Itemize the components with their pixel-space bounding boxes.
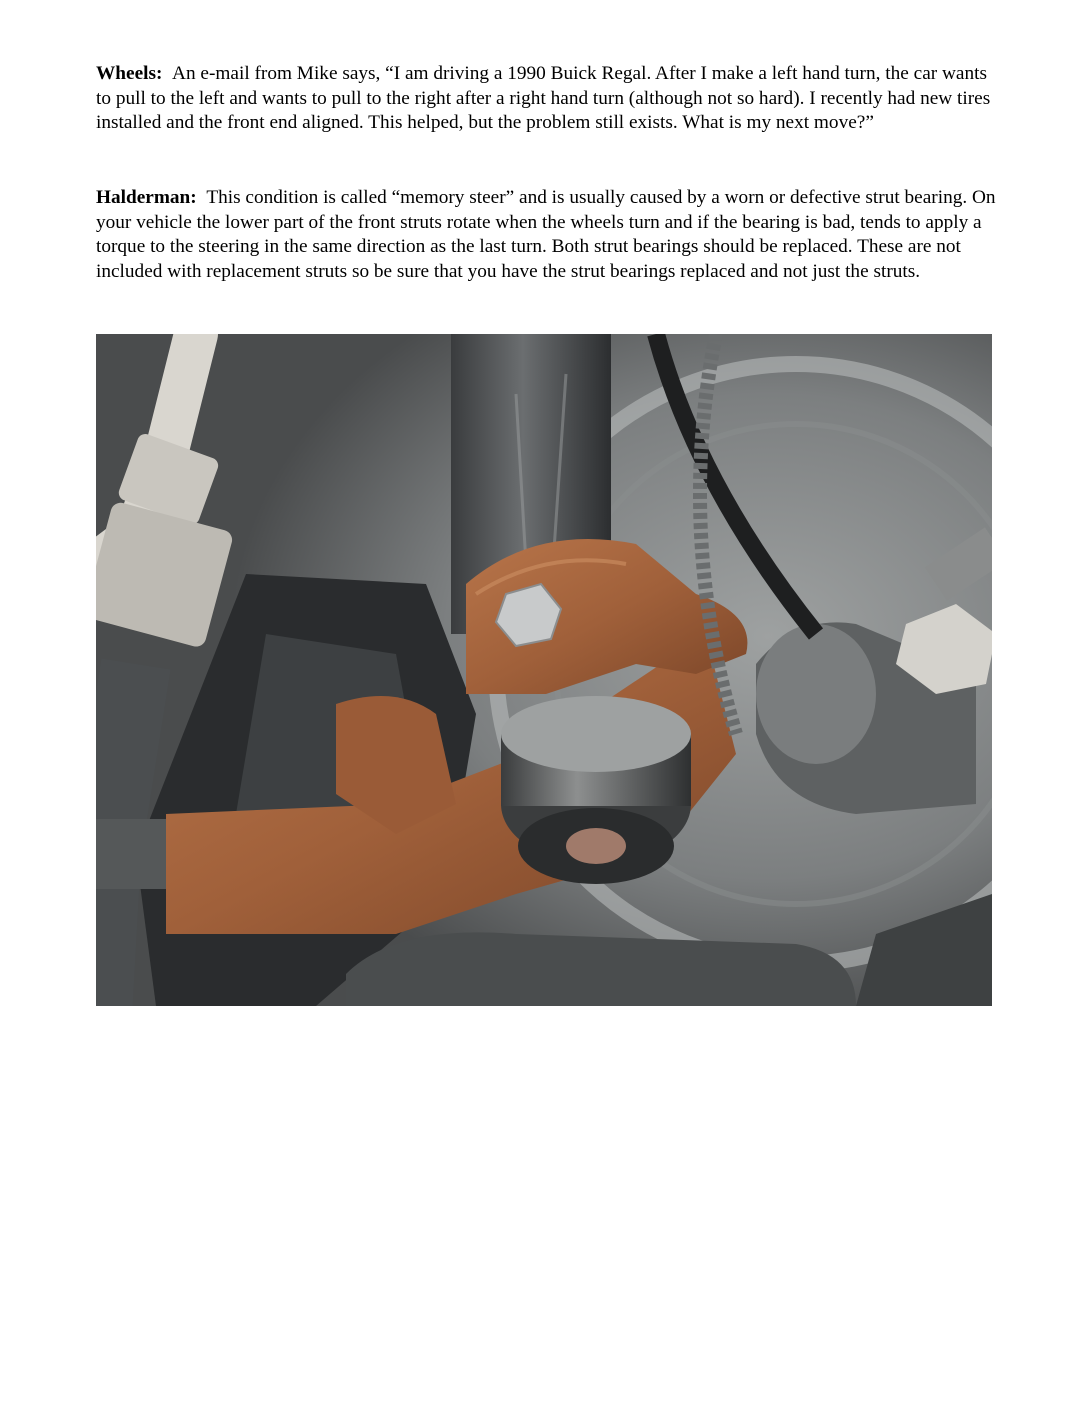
wheels-question bbox=[96, 62, 996, 136]
wheels-label: Wheels: bbox=[96, 63, 163, 84]
halderman-answer-text: This condition is called “memory steer” and is usually caused by a worn or defective strut bearing. On your vehicle the lower part of the front struts rotate when the wheels turn and if the bearing is bad, tends to apply a torque to the steering in the same direction as the last turn. Both strut bearings should be replaced. These are not included with replacement struts so be sure that you have the strut bearings replaced and not just the struts. bbox=[96, 187, 996, 282]
halderman-label: Halderman: bbox=[96, 187, 197, 208]
suspension-photo bbox=[96, 334, 992, 1006]
halderman-answer bbox=[96, 186, 996, 284]
wheels-question-text: An e-mail from Mike says, “I am driving a 1990 Buick Regal. After I make a left hand turn, the car wants to pull to the left and wants to pull to the right after a right hand turn (although not so hard). I recently had new tires installed and the front end aligned. This helped, but the problem still exists. What is my next move?” bbox=[96, 63, 991, 133]
suspension-photo-illustration bbox=[96, 334, 992, 1006]
